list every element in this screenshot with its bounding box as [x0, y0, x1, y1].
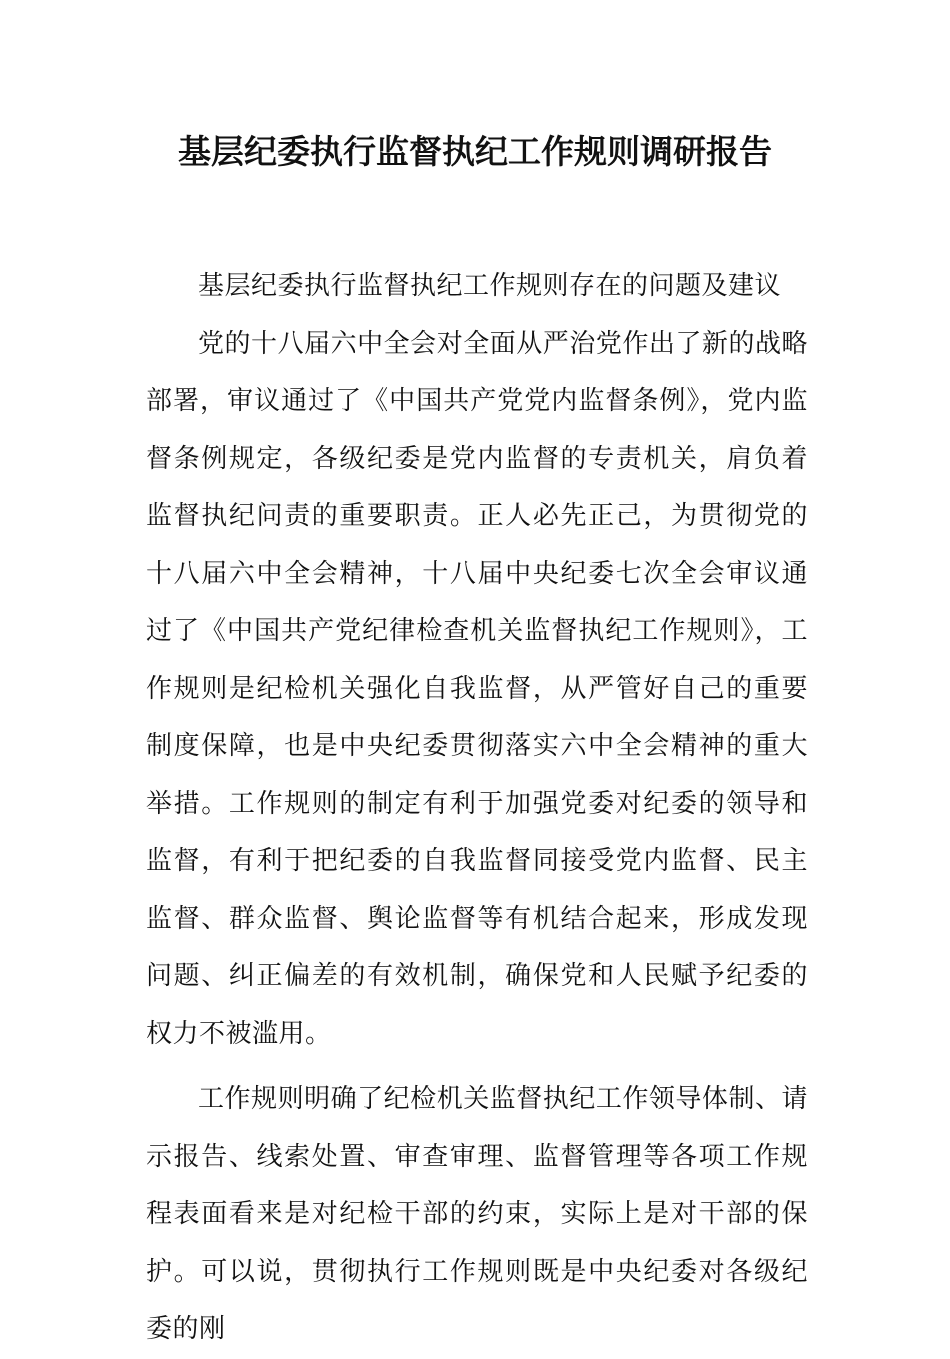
document-body [146, 258, 808, 1359]
body-paragraph-1: 党的十八届六中全会对全面从严治党作出了新的战略部署，审议通过了《中国共产党党内监督条例》，党内监督条例规定，各级纪委是党内监督的专责机关，肩负着监督执纪问责的重要职责。正人必先正己，为贯彻党的十八届六中全会精神，十八届中央纪委七次全会审议通过了《中国共产党纪律检查机关监督执纪工作规则》，工作规则是纪检机关强化自我监督，从严管好自己的重要制度保障，也是中央纪委贯彻落实六中全会精神的重大举措。工作规则的制定有利于加强党委对纪委的领导和监督，有利于把纪委的自我监督同接受党内监督、民主监督、群众监督、舆论监督等有机结合起来，形成发现问题、纠正偏差的有效机制，确保党和人民赋予纪委的权力不被滥用。 [146, 328, 808, 1049]
subtitle-paragraph: 基层纪委执行监督执纪工作规则存在的问题及建议 [198, 271, 782, 301]
document-title: 基层纪委执行监督执纪工作规则调研报告 [178, 132, 772, 171]
body-paragraph-2: 工作规则明确了纪检机关监督执纪工作领导体制、请示报告、线索处置、审查审理、监督管理等各项工作规程表面看来是对纪检干部的约束，实际上是对干部的保护。可以说，贯彻执行工作规则既是中央纪委对各级纪委的刚 [146, 1084, 808, 1344]
